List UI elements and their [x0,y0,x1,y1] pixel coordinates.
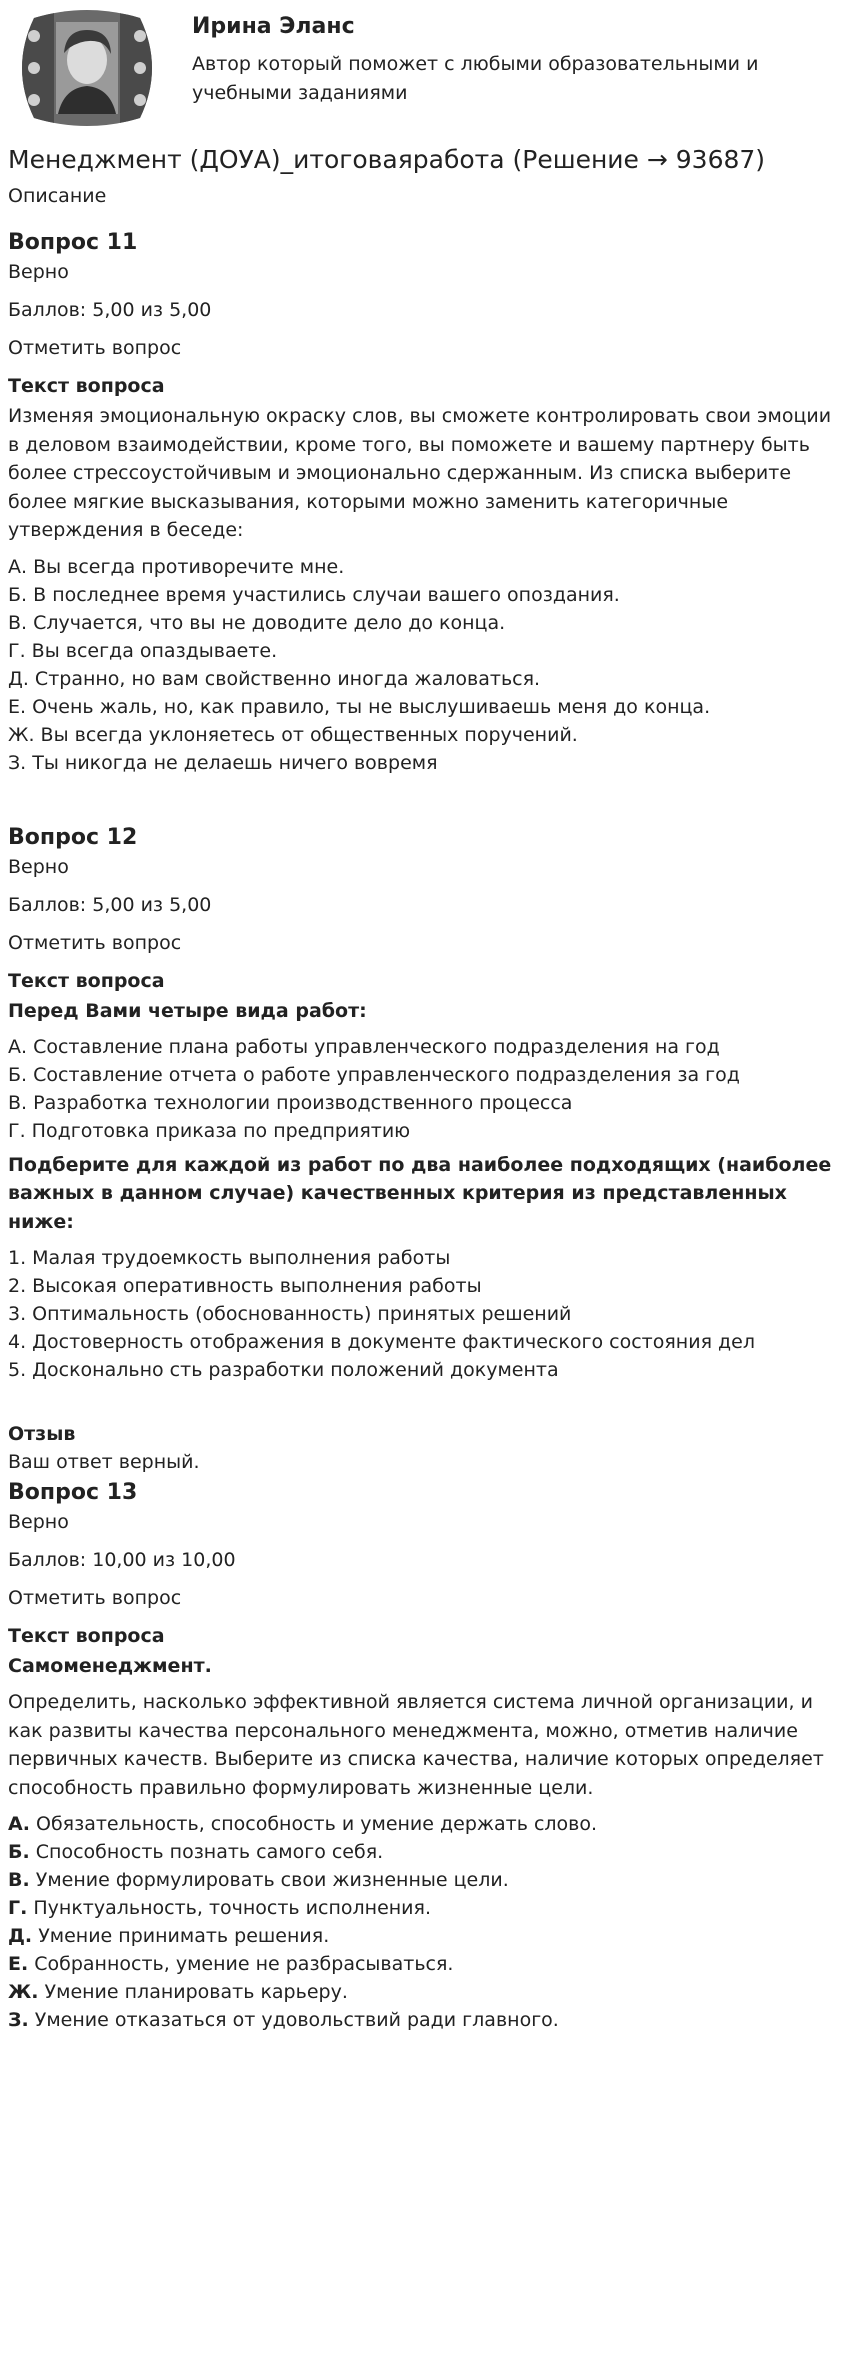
question-heading: Вопрос 13 [8,1480,138,1505]
answer-option [8,1866,839,1894]
author-description: Автор который поможет с любыми образовательными и учебными заданиями [192,53,759,104]
answer-option: Е. Очень жаль, но, как правило, ты не выслушиваешь меня до конца. [8,695,711,718]
criterion-item: 4. Достоверность отображения в документе фактического состояния дел [8,1331,756,1353]
answer-option [8,1950,839,1978]
option-letter: Д. [8,1925,33,1947]
answer-option [8,1978,839,2006]
option-text: Умение принимать решения. [38,1925,330,1947]
option-letter: А. [8,1813,30,1835]
option-text: Способность познать самого себя. [35,1841,384,1863]
option-letter: З. [8,2009,29,2031]
answer-option: З. Ты никогда не делаешь ничего вовремя [8,751,438,774]
criterion-item: 2. Высокая оперативность выполнения работы [8,1275,482,1297]
criterion-item: 3. Оптимальность (обоснованность) принятых решений [8,1303,572,1325]
work-list [8,1033,839,1145]
option-text: Пунктуальность, точность исполнения. [33,1897,431,1919]
criterion-item: 5. Досконально сть разработки положений документа [8,1359,559,1381]
option-text: Обязательность, способность и умение держать слово. [35,1813,598,1835]
question-intro: Определить, насколько эффективной является система личной организации, и как развиты качества персонального менеджмента, можно, отметив наличие первичных качеств. Выберите из списка качества, наличие которых определяет способность правильно формулировать жизненные цели. [8,1691,824,1799]
answer-option: Г. Вы всегда опаздываете. [8,639,278,662]
author-name[interactable]: Ирина Эланс [192,14,355,39]
answer-option: Д. Странно, но вам свойственно иногда жаловаться. [8,667,541,690]
work-item: А. Составление плана работы управленческого подразделения на год [8,1035,720,1058]
criterion-item: 1. Малая трудоемкость выполнения работы [8,1247,451,1269]
author-card [8,0,839,142]
answer-option: А. Вы всегда противоречите мне. [8,555,345,578]
work-item: В. Разработка технологии производственного процесса [8,1091,573,1114]
flag-question-link[interactable]: Отметить вопрос [8,1587,182,1609]
question-lead: Перед Вами четыре вида работ: [8,999,367,1022]
answer-option [8,1922,839,1950]
question-text-label: Текст вопроса [8,969,165,992]
answer-option: Б. В последнее время участились случаи вашего опоздания. [8,583,620,606]
question-11 [8,228,839,777]
option-letter: Ж. [8,1981,39,2003]
work-item: Г. Подготовка приказа по предприятию [8,1119,411,1142]
document-title: Менеджмент (ДОУА)_итоговаяработа (Решение → 93687) [8,145,766,174]
criteria-list [8,1244,839,1384]
author-avatar [14,8,160,128]
answer-option: В. Случается, что вы не доводите дело до конца. [8,611,506,634]
question-text-label: Текст вопроса [8,1625,165,1647]
question-status: Верно [8,261,69,283]
question-13 [8,1478,839,2034]
work-item: Б. Составление отчета о работе управленческого подразделения за год [8,1063,740,1086]
feedback-label: Отзыв [8,1423,76,1445]
flag-question-link[interactable]: Отметить вопрос [8,931,182,954]
answer-option [8,1894,839,1922]
question-heading: Вопрос 11 [8,230,138,255]
question-status: Верно [8,1511,69,1533]
document-subtitle: Описание [8,185,107,207]
answer-option: Ж. Вы всегда уклоняетесь от общественных поручений. [8,723,578,746]
question-heading: Вопрос 12 [8,824,138,850]
answer-option [8,1810,839,1838]
option-text: Собранность, умение не разбрасываться. [34,1953,454,1975]
option-text: Умение формулировать свои жизненные цели. [35,1869,509,1891]
question-score: Баллов: 10,00 из 10,00 [8,1549,236,1571]
option-letter: Г. [8,1897,28,1919]
feedback-text: Ваш ответ верный. [8,1451,200,1473]
question-12 [8,823,839,1477]
option-letter: Е. [8,1953,29,1975]
question-score: Баллов: 5,00 из 5,00 [8,893,212,916]
option-text: Умение отказаться от удовольствий ради главного. [34,2009,559,2031]
answer-option [8,1838,839,1866]
answer-option [8,2006,839,2034]
question-score: Баллов: 5,00 из 5,00 [8,299,212,321]
option-text: Умение планировать карьеру. [44,1981,348,2003]
option-letter: Б. [8,1841,30,1863]
question-intro: Изменяя эмоциональную окраску слов, вы сможете контролировать свои эмоции в деловом взаимодействии, кроме того, вы поможете и вашему партнеру быть более стрессоустойчивым и эмоционально сдержанным. Из списка выберите более мягкие высказывания, которыми можно заменить категоричные утверждения в беседе: [8,405,832,541]
question-lead: Самоменеджмент. [8,1655,212,1677]
question-status: Верно [8,855,69,878]
answer-options [8,1810,839,2034]
option-letter: В. [8,1869,30,1891]
answer-options [8,553,839,777]
flag-question-link[interactable]: Отметить вопрос [8,337,182,359]
question-text-label: Текст вопроса [8,375,165,397]
question-instruction: Подберите для каждой из работ по два наиболее подходящих (наиболее важных в данном случае) качественных критерия из представленных ниже: [8,1153,832,1233]
